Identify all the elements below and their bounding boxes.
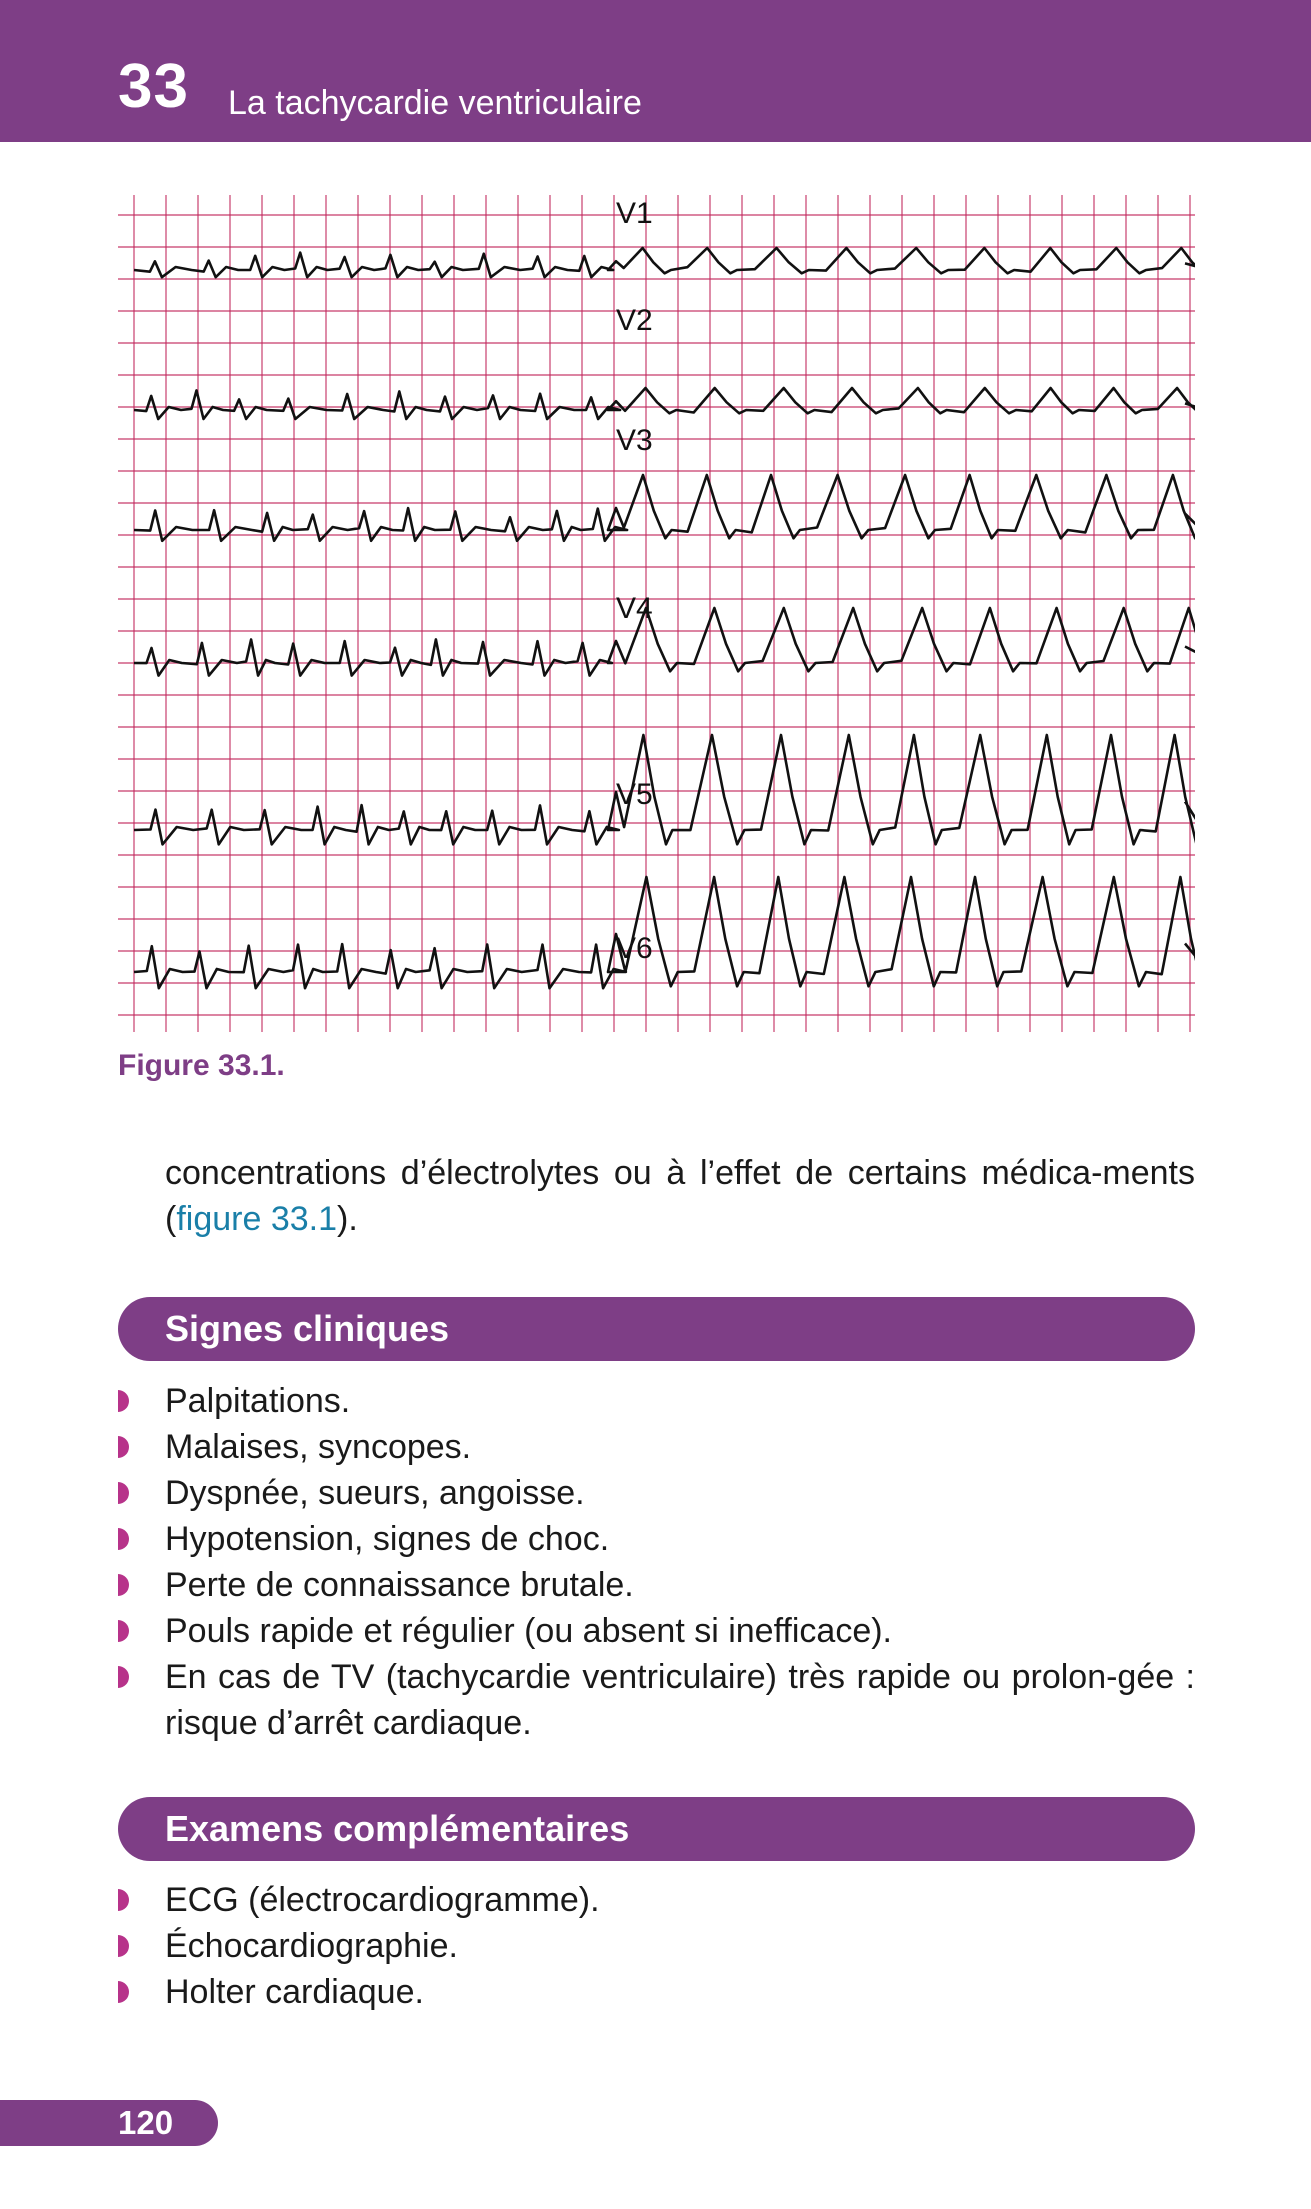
list-item-text: Malaises, syncopes. [165,1428,472,1466]
bullet-icon [118,1528,129,1550]
list-item [118,1516,1195,1562]
ecg-trace-v6 [134,877,1195,988]
list-item [118,1923,1195,1969]
list-item-text: Palpitations. [165,1382,351,1420]
lead-label: V6 [616,932,653,965]
lead-label: V3 [616,424,653,457]
figure-link[interactable]: figure 33.1 [176,1200,337,1238]
lead-label: V5 [616,778,653,811]
chapter-header [0,0,1311,142]
list-item-text: Échocardiographie. [165,1927,458,1965]
bullet-icon [118,1935,129,1957]
ecg-lead-labels [616,197,653,965]
lead-label: V2 [616,304,653,337]
list-item [118,1654,1195,1746]
ecg-traces [134,248,1195,988]
list-item-text: ECG (électrocardiogramme). [165,1881,600,1919]
examens-list [118,1877,1195,2015]
ecg-trace-v1 [134,248,1195,277]
page-number: 120 [118,2104,174,2141]
paragraph-text-end: ). [337,1200,358,1238]
ecg-figure [118,195,1195,1032]
bullet-icon [118,1574,129,1596]
list-item [118,1424,1195,1470]
list-item-text: Dyspnée, sueurs, angoisse. [165,1474,585,1512]
ecg-trace-v3 [134,475,1195,541]
section-header-examens [118,1797,1195,1861]
list-item-text: Holter cardiaque. [165,1973,424,2011]
list-item-text: En cas de TV (tachycardie ventriculaire) très rapide ou prolon-gée : risque d’arrêt cardiaque. [165,1658,1195,1742]
bullet-icon [118,1436,129,1458]
section-title: Signes cliniques [165,1308,450,1349]
lead-label: V4 [616,592,653,625]
ecg-grid [118,195,1195,1032]
chapter-number: 33 [118,52,189,121]
lead-label: V1 [616,197,653,230]
list-item [118,1470,1195,1516]
ecg-trace-v4 [134,608,1195,676]
body-paragraph [165,1150,1195,1242]
page-number-tab [0,2100,218,2146]
bullet-icon [118,1889,129,1911]
list-item [118,1877,1195,1923]
paragraph-text: concentrations d’électrolytes ou à l’effet de certains médica-ments ( [165,1154,1195,1238]
signes-list [118,1378,1195,1746]
bullet-icon [118,1390,129,1412]
list-item [118,1378,1195,1424]
figure-caption: Figure 33.1. [118,1049,285,1082]
section-title: Examens complémentaires [165,1808,630,1849]
list-item-text: Pouls rapide et régulier (ou absent si inefficace). [165,1612,892,1650]
bullet-icon [118,1482,129,1504]
list-item [118,1608,1195,1654]
chapter-title: La tachycardie ventriculaire [228,84,642,122]
section-header-signes [118,1297,1195,1361]
ecg-trace-v2 [134,388,1195,419]
bullet-icon [118,1981,129,2003]
list-item-text: Perte de connaissance brutale. [165,1566,634,1604]
list-item [118,1562,1195,1608]
bullet-icon [118,1620,129,1642]
bullet-icon [118,1666,129,1688]
ecg-trace-v5 [134,735,1195,844]
list-item [118,1969,1195,2015]
list-item-text: Hypotension, signes de choc. [165,1520,610,1558]
